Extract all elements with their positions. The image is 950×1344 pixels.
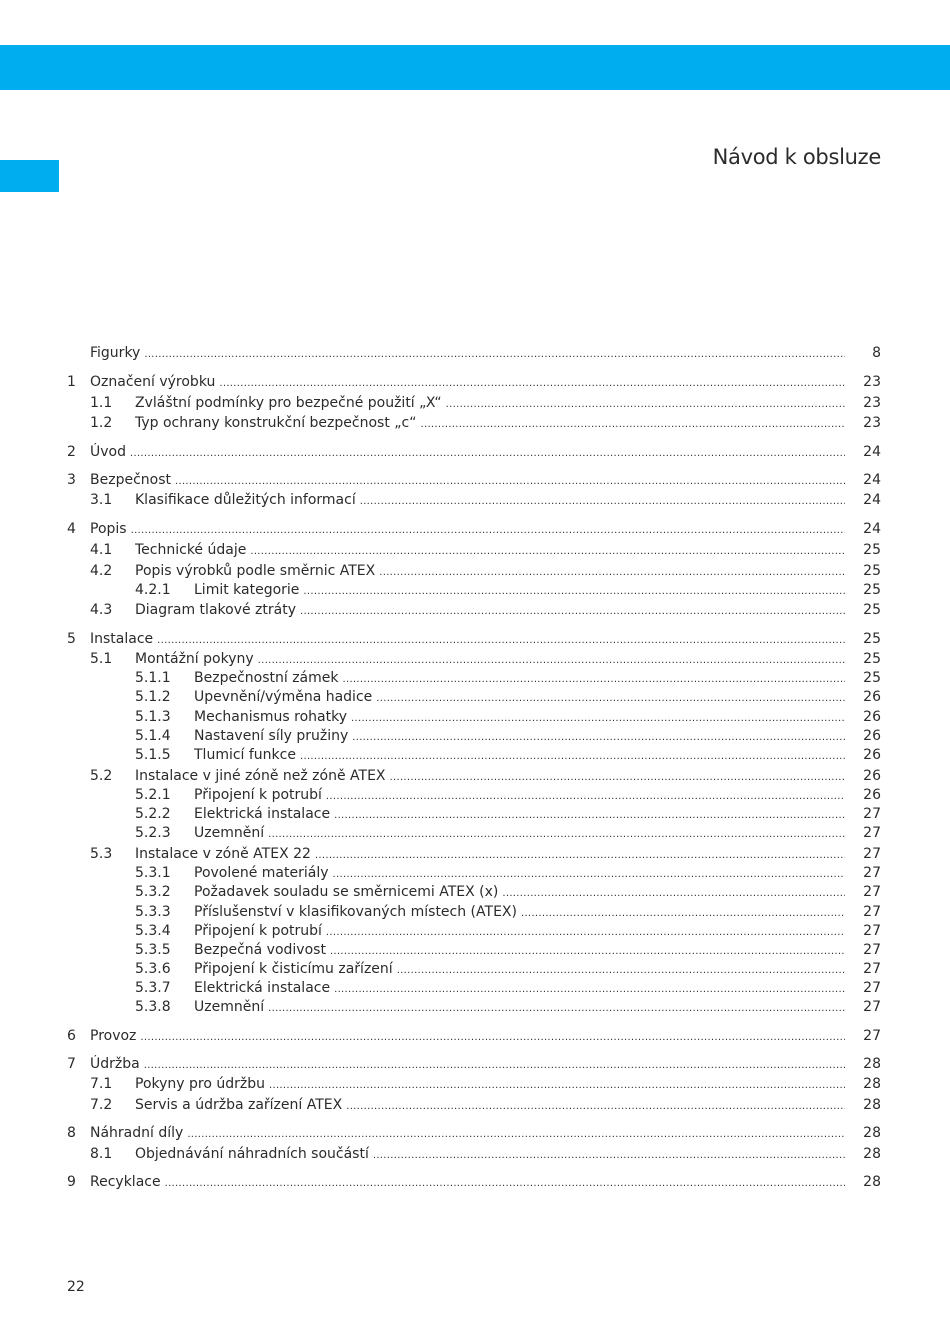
toc-entry[interactable] — [0, 767, 950, 786]
toc-entry-title: Montážní pokyny — [135, 651, 254, 667]
toc-entry-page: 28 — [863, 1097, 881, 1113]
toc-entry-page: 26 — [863, 709, 881, 725]
toc-entry-title-wrap — [90, 520, 845, 540]
toc-entry-page: 24 — [863, 472, 881, 488]
toc-entry-page: 27 — [863, 806, 881, 822]
toc-entry-title: Pokyny pro údržbu — [135, 1076, 265, 1092]
dot-leader — [397, 961, 845, 980]
toc-entry-title-wrap — [90, 1124, 845, 1144]
dot-leader — [157, 631, 845, 650]
toc-entry[interactable] — [0, 805, 950, 824]
toc-entry-title-wrap — [90, 373, 845, 393]
toc-entry-page: 27 — [863, 942, 881, 958]
toc-entry-title-wrap — [135, 491, 845, 511]
dot-leader — [269, 1076, 845, 1095]
toc-entry-title-wrap — [90, 630, 845, 650]
toc-entry-page: 25 — [863, 542, 881, 558]
toc-entry-number: 4.2.1 — [135, 582, 171, 598]
toc-entry-page: 26 — [863, 768, 881, 784]
toc-entry-title-wrap — [135, 767, 845, 787]
toc-entry-page: 27 — [863, 904, 881, 920]
toc-entry-title-wrap — [194, 786, 845, 806]
toc-entry-number: 5.1.4 — [135, 728, 171, 744]
toc-entry[interactable] — [0, 845, 950, 864]
toc-entry-title: Limit kategorie — [194, 582, 300, 598]
toc-entry-number: 5.1.3 — [135, 709, 171, 725]
dot-leader — [342, 670, 845, 689]
toc-entry-title-wrap — [135, 394, 845, 414]
toc-entry-title: Popis — [90, 521, 127, 537]
toc-entry-title-wrap — [135, 650, 845, 670]
dot-leader — [379, 563, 845, 582]
toc-entry[interactable] — [0, 1173, 950, 1192]
dot-leader — [175, 472, 845, 491]
toc-entry[interactable] — [0, 520, 950, 539]
toc-entry[interactable] — [0, 443, 950, 462]
toc-entry[interactable] — [0, 688, 950, 707]
toc-entry-number: 5.2.1 — [135, 787, 171, 803]
dot-leader — [390, 768, 845, 787]
toc-entry-page: 27 — [863, 825, 881, 841]
dot-leader — [187, 1125, 845, 1144]
toc-entry-title: Připojení k potrubí — [194, 787, 322, 803]
dot-leader — [330, 942, 845, 961]
toc-entry-title: Popis výrobků podle směrnic ATEX — [135, 563, 376, 579]
toc-entry-title: Typ ochrany konstrukční bezpečnost „c“ — [135, 415, 417, 431]
toc-entry[interactable] — [0, 541, 950, 560]
toc-entry-title: Servis a údržba zařízení ATEX — [135, 1097, 343, 1113]
dot-leader — [502, 884, 845, 903]
dot-leader — [360, 492, 845, 511]
toc-entry[interactable] — [0, 922, 950, 941]
dot-leader — [334, 980, 845, 999]
dot-leader — [300, 602, 845, 621]
toc-entry-title-wrap — [194, 903, 845, 923]
toc-entry-title-wrap — [194, 805, 845, 825]
toc-entry-title: Recyklace — [90, 1174, 161, 1190]
toc-entry-title-wrap — [135, 1075, 845, 1095]
toc-entry[interactable] — [0, 471, 950, 490]
toc-entry[interactable] — [0, 883, 950, 902]
toc-entry-page: 26 — [863, 787, 881, 803]
dot-leader — [376, 689, 845, 708]
dot-leader — [268, 999, 845, 1018]
toc-entry-title: Požadavek souladu se směrnicemi ATEX (x) — [194, 884, 499, 900]
dot-leader — [219, 374, 845, 393]
toc-entry[interactable] — [0, 1055, 950, 1074]
toc-entry-number: 1.2 — [90, 415, 113, 431]
toc-entry[interactable] — [0, 903, 950, 922]
toc-entry-title-wrap — [135, 601, 845, 621]
toc-entry[interactable] — [0, 650, 950, 669]
toc-entry-title-wrap — [135, 845, 845, 865]
toc-entry-title-wrap — [90, 1173, 845, 1193]
toc-entry-page: 23 — [863, 415, 881, 431]
dot-leader — [334, 806, 845, 825]
dot-leader — [165, 1174, 845, 1193]
dot-leader — [352, 728, 845, 747]
toc-entry-number: 1 — [67, 374, 76, 390]
toc-entry-title-wrap — [194, 727, 845, 747]
toc-entry-page: 27 — [863, 846, 881, 862]
toc-entry[interactable] — [0, 394, 950, 413]
toc-entry[interactable] — [0, 1075, 950, 1094]
toc-entry-number: 5 — [67, 631, 76, 647]
toc-entry-title: Povolené materiály — [194, 865, 329, 881]
toc-entry-title: Uzemnění — [194, 999, 265, 1015]
toc-entry[interactable] — [0, 562, 950, 581]
toc-entry-title-wrap — [90, 1027, 845, 1047]
toc-entry[interactable] — [0, 979, 950, 998]
toc-entry-title-wrap — [90, 1055, 845, 1075]
toc-entry-number: 3.1 — [90, 492, 113, 508]
toc-entry-number: 5.3.3 — [135, 904, 171, 920]
toc-entry-title: Instalace v zóně ATEX 22 — [135, 846, 311, 862]
toc-entry[interactable] — [0, 1124, 950, 1143]
toc-entry-title: Instalace — [90, 631, 154, 647]
toc-entry-page: 25 — [863, 563, 881, 579]
toc-entry-number: 9 — [67, 1174, 76, 1190]
toc-entry[interactable] — [0, 1027, 950, 1046]
toc-entry-title: Diagram tlakové ztráty — [135, 602, 296, 618]
toc-entry-page: 8 — [872, 345, 881, 361]
dot-leader — [303, 582, 845, 601]
dot-leader — [326, 787, 845, 806]
dot-leader — [326, 923, 845, 942]
toc-entry-title: Připojení k potrubí — [194, 923, 322, 939]
toc-entry[interactable] — [0, 786, 950, 805]
toc-entry-title: Náhradní díly — [90, 1125, 184, 1141]
toc-entry-number: 5.3.7 — [135, 980, 171, 996]
toc-entry-page: 25 — [863, 602, 881, 618]
toc-entry-page: 23 — [863, 374, 881, 390]
toc-entry-number: 5.3.4 — [135, 923, 171, 939]
dot-leader — [351, 709, 845, 728]
toc-entry[interactable] — [0, 581, 950, 600]
toc-entry-title: Příslušenství v klasifikovaných místech (ATEX) — [194, 904, 517, 920]
toc-entry-number: 5.1.5 — [135, 747, 171, 763]
toc-entry[interactable] — [0, 960, 950, 979]
dot-leader — [420, 415, 845, 434]
toc-entry-page: 24 — [863, 521, 881, 537]
toc-entry-page: 25 — [863, 651, 881, 667]
toc-entry-number: 5.3.5 — [135, 942, 171, 958]
toc-entry-page: 28 — [863, 1174, 881, 1190]
toc-entry-title: Elektrická instalace — [194, 806, 331, 822]
toc-entry[interactable] — [0, 1145, 950, 1164]
toc-entry-number: 4.2 — [90, 563, 113, 579]
toc-entry-number: 8.1 — [90, 1146, 113, 1162]
dot-leader — [300, 747, 845, 766]
toc-entry-page: 26 — [863, 689, 881, 705]
toc-entry[interactable] — [0, 669, 950, 688]
toc-entry-title: Upevnění/výměna hadice — [194, 689, 373, 705]
toc-entry-title-wrap — [194, 941, 845, 961]
toc-entry-title: Elektrická instalace — [194, 980, 331, 996]
dot-leader — [258, 651, 845, 670]
toc-entry-title-wrap — [135, 541, 845, 561]
toc-entry-title: Technické údaje — [135, 542, 247, 558]
dot-leader — [140, 1028, 845, 1047]
toc-entry-title: Zvláštní podmínky pro bezpečné použití „X“ — [135, 395, 442, 411]
dot-leader — [373, 1146, 845, 1165]
document-title: Návod k obsluze — [712, 145, 881, 169]
toc-entry-number: 7.1 — [90, 1076, 113, 1092]
toc-entry[interactable] — [0, 630, 950, 649]
toc-entry-number: 5.3.2 — [135, 884, 171, 900]
toc-entry-page: 27 — [863, 1028, 881, 1044]
toc-entry-title-wrap — [135, 1096, 845, 1116]
toc-entry-page: 28 — [863, 1056, 881, 1072]
toc-entry[interactable] — [0, 746, 950, 765]
toc-entry-title: Provoz — [90, 1028, 137, 1044]
toc-entry-title-wrap — [194, 746, 845, 766]
toc-entry-page: 26 — [863, 747, 881, 763]
toc-entry-number: 5.3.1 — [135, 865, 171, 881]
toc-entry[interactable] — [0, 708, 950, 727]
toc-entry-title: Objednávání náhradních součástí — [135, 1146, 369, 1162]
toc-entry[interactable] — [0, 414, 950, 433]
toc-entry-number: 5.3.8 — [135, 999, 171, 1015]
toc-entry-page: 25 — [863, 582, 881, 598]
toc-entry-number: 5.1.2 — [135, 689, 171, 705]
toc-entry-title-wrap — [194, 669, 845, 689]
toc-entry-title: Nastavení síly pružiny — [194, 728, 349, 744]
toc-entry-title: Figurky — [90, 345, 141, 361]
dot-leader — [268, 825, 845, 844]
toc-entry-number: 3 — [67, 472, 76, 488]
toc-entry-title-wrap — [194, 979, 845, 999]
toc-entry[interactable] — [0, 373, 950, 392]
toc-entry-title-wrap — [194, 688, 845, 708]
toc-entry-title-wrap — [194, 998, 845, 1018]
toc-entry-page: 25 — [863, 670, 881, 686]
toc-entry-title: Připojení k čisticímu zařízení — [194, 961, 393, 977]
toc-entry-number: 5.2 — [90, 768, 113, 784]
toc-entry-page: 28 — [863, 1076, 881, 1092]
toc-entry-title: Uzemnění — [194, 825, 265, 841]
toc-entry-title-wrap — [194, 960, 845, 980]
dot-leader — [144, 345, 845, 364]
toc-entry-title: Údržba — [90, 1056, 140, 1072]
toc-entry-page: 28 — [863, 1125, 881, 1141]
dot-leader — [144, 1056, 845, 1075]
toc-entry-page: 27 — [863, 961, 881, 977]
toc-entry-title: Bezpečná vodivost — [194, 942, 326, 958]
toc-entry[interactable] — [0, 491, 950, 510]
dot-leader — [346, 1097, 845, 1116]
toc-entry-title-wrap — [194, 581, 845, 601]
toc-entry-title-wrap — [135, 562, 845, 582]
toc-entry-page: 24 — [863, 444, 881, 460]
toc-entry[interactable] — [0, 344, 950, 363]
toc-entry-number: 5.3.6 — [135, 961, 171, 977]
dot-leader — [250, 542, 845, 561]
dot-leader — [315, 846, 845, 865]
toc-entry[interactable] — [0, 601, 950, 620]
toc-entry-number: 5.1 — [90, 651, 113, 667]
toc-entry-number: 5.1.1 — [135, 670, 171, 686]
toc-entry-page: 28 — [863, 1146, 881, 1162]
toc-entry[interactable] — [0, 727, 950, 746]
toc-entry-title-wrap — [135, 414, 845, 434]
toc-entry-title-wrap — [194, 708, 845, 728]
toc-entry-number: 4.1 — [90, 542, 113, 558]
toc-entry-number: 4.3 — [90, 602, 113, 618]
dot-leader — [446, 395, 845, 414]
toc-entry-number: 5.2.3 — [135, 825, 171, 841]
dot-leader — [333, 865, 845, 884]
toc-entry-title-wrap — [135, 1145, 845, 1165]
toc-entry-page: 25 — [863, 631, 881, 647]
toc-entry-page: 27 — [863, 865, 881, 881]
toc-entry-number: 1.1 — [90, 395, 113, 411]
toc-entry-page: 27 — [863, 923, 881, 939]
toc-entry-number: 5.2.2 — [135, 806, 171, 822]
toc-entry[interactable] — [0, 1096, 950, 1115]
toc-entry-number: 5.3 — [90, 846, 113, 862]
toc-entry[interactable] — [0, 998, 950, 1017]
toc-entry-number: 7 — [67, 1056, 76, 1072]
toc-entry-number: 7.2 — [90, 1097, 113, 1113]
toc-entry-title-wrap — [194, 883, 845, 903]
toc-entry-page: 27 — [863, 884, 881, 900]
toc-entry-title-wrap — [194, 824, 845, 844]
toc-entry-number: 6 — [67, 1028, 76, 1044]
toc-entry-title: Mechanismus rohatky — [194, 709, 348, 725]
toc-entry-number: 8 — [67, 1125, 76, 1141]
toc-entry-number: 4 — [67, 521, 76, 537]
toc-entry-title: Bezpečnostní zámek — [194, 670, 339, 686]
toc-entry-title: Úvod — [90, 444, 126, 460]
toc-entry-number: 2 — [67, 444, 76, 460]
toc-entry-page: 26 — [863, 728, 881, 744]
toc-entry-page: 23 — [863, 395, 881, 411]
toc-entry-title-wrap — [90, 344, 845, 364]
dot-leader — [130, 444, 845, 463]
toc-entry-page: 24 — [863, 492, 881, 508]
toc-entry-title: Tlumicí funkce — [194, 747, 296, 763]
toc-entry-title-wrap — [90, 471, 845, 491]
toc-entry-title: Bezpečnost — [90, 472, 171, 488]
toc-entry-page: 27 — [863, 999, 881, 1015]
toc-entry-title-wrap — [194, 922, 845, 942]
toc-entry-title: Instalace v jiné zóně než zóně ATEX — [135, 768, 386, 784]
toc-entry-title-wrap — [194, 864, 845, 884]
toc-entry[interactable] — [0, 824, 950, 843]
page-number: 22 — [67, 1279, 85, 1295]
toc-entry-title: Označení výrobku — [90, 374, 216, 390]
dot-leader — [521, 904, 845, 923]
toc-entry-title: Klasifikace důležitých informací — [135, 492, 356, 508]
toc-entry-title-wrap — [90, 443, 845, 463]
dot-leader — [131, 521, 845, 540]
toc-entry[interactable] — [0, 864, 950, 883]
toc-entry[interactable] — [0, 941, 950, 960]
toc-entry-page: 27 — [863, 980, 881, 996]
